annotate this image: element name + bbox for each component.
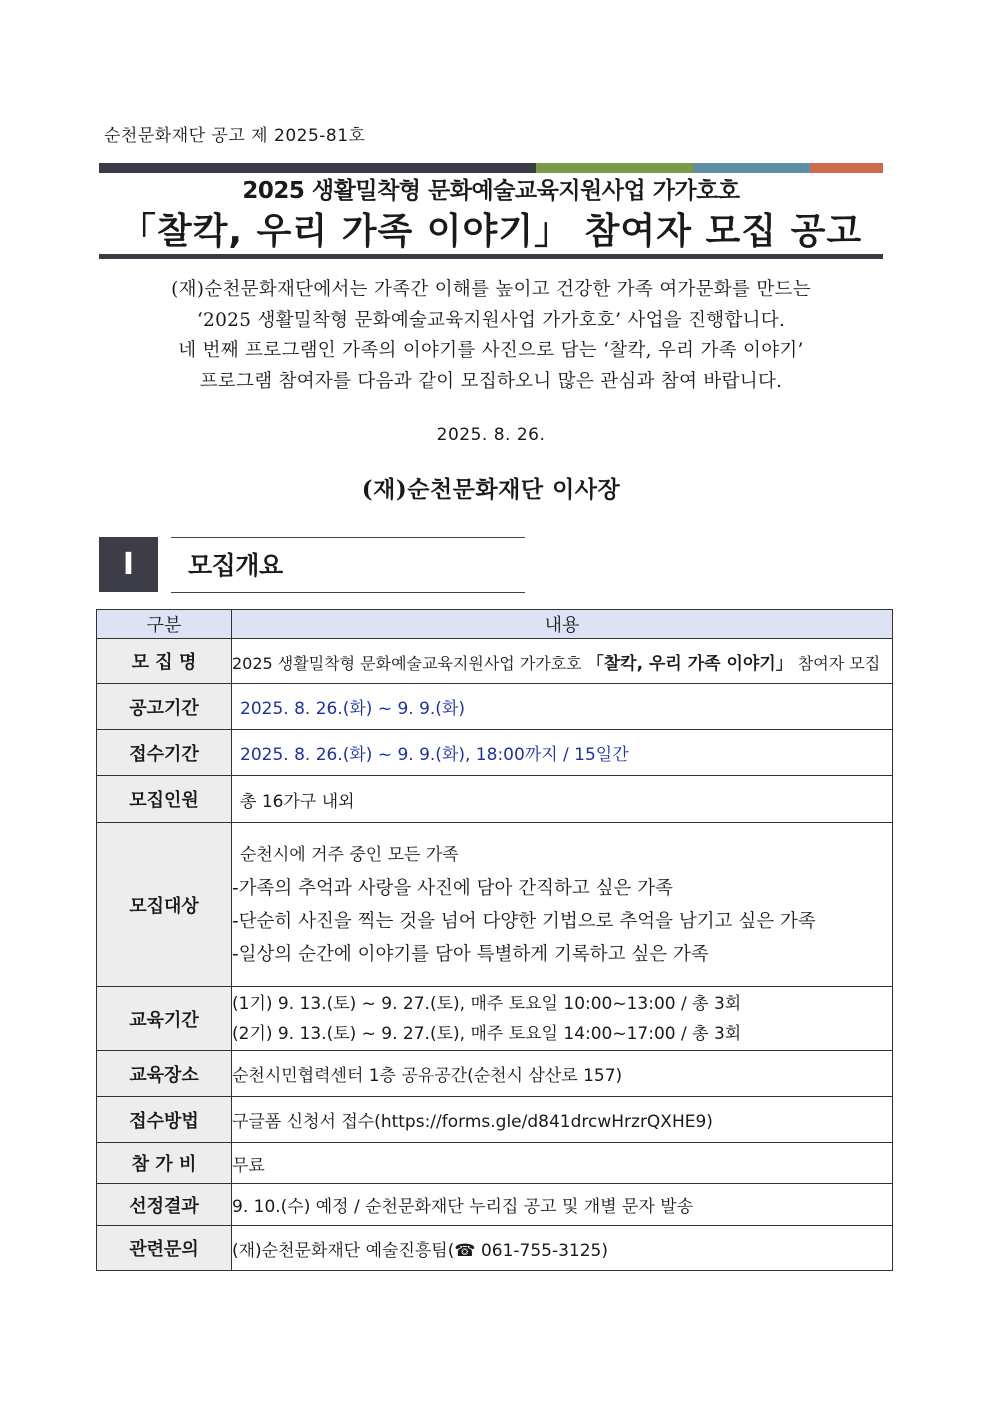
table-row bbox=[97, 1184, 893, 1226]
intro-line: 네 번째 프로그램인 가족의 이야기를 사진으로 담는 ‘찰칵, 우리 가족 이야기’ bbox=[178, 340, 804, 361]
row-label: 교육장소 bbox=[97, 1051, 232, 1097]
target-line: -단순히 사진을 찍는 것을 넘어 다양한 기법으로 추억을 남기고 싶은 가족 bbox=[232, 910, 816, 932]
table-row bbox=[97, 730, 893, 776]
row-label: 공고기간 bbox=[97, 684, 232, 730]
table-header-row bbox=[97, 610, 893, 639]
row-label: 접수방법 bbox=[97, 1097, 232, 1143]
row-value bbox=[232, 730, 893, 776]
section-rule-top bbox=[171, 537, 525, 538]
table-row bbox=[97, 684, 893, 730]
table-row bbox=[97, 1051, 893, 1097]
apply-period-value: 2025. 8. 26.(화) ~ 9. 9.(화), 18:00까지 / 15일간 bbox=[240, 745, 629, 765]
intro-paragraph bbox=[99, 275, 883, 397]
title-program: 2025 생활밀착형 문화예술교육지원사업 가가호호 bbox=[242, 178, 740, 204]
table-row bbox=[97, 1097, 893, 1143]
row-label: 모집대상 bbox=[97, 823, 232, 987]
section-number: I bbox=[99, 537, 158, 592]
row-label: 접수기간 bbox=[97, 730, 232, 776]
edu-period-cell bbox=[232, 987, 893, 1051]
row-label: 참 가 비 bbox=[97, 1143, 232, 1184]
row-value bbox=[232, 776, 893, 823]
edu-place-value: 순천시민협력센터 1층 공유공간(순천시 삼산로 157) bbox=[232, 1051, 893, 1097]
row-label: 모 집 명 bbox=[97, 639, 232, 684]
notice-date: 2025. 8. 26. bbox=[436, 425, 546, 445]
target-cell bbox=[232, 823, 893, 987]
section-rule-bottom bbox=[171, 592, 525, 593]
table-row bbox=[97, 1143, 893, 1184]
header-category: 구분 bbox=[97, 610, 232, 639]
program-name-suffix: 참여자 모집 bbox=[792, 653, 881, 673]
recruit-count-value: 총 16가구 내외 bbox=[240, 791, 355, 812]
row-label: 모집인원 bbox=[97, 776, 232, 823]
signer: (재)순천문화재단 이사장 bbox=[361, 476, 621, 503]
intro-line: 프로그램 참여자를 다음과 같이 모집하오니 많은 관심과 참여 바랍니다. bbox=[199, 370, 783, 392]
table-row bbox=[97, 639, 893, 684]
program-name-prefix: 2025 생활밀착형 문화예술교육지원사업 가가호호 bbox=[232, 653, 587, 673]
row-label: 교육기간 bbox=[97, 987, 232, 1051]
recruitment-table bbox=[96, 609, 893, 1271]
target-line: -일상의 순간에 이야기를 담아 특별하게 기록하고 싶은 가족 bbox=[232, 943, 709, 965]
apply-method-value: 구글폼 신청서 접수(https://forms.gle/d841drcwHrzrQXHE9) bbox=[232, 1097, 893, 1143]
notice-number: 순천문화재단 공고 제 2025-81호 bbox=[104, 126, 366, 146]
edu-period-line: (2기) 9. 13.(토) ~ 9. 27.(토), 매주 토요일 14:00~17:00 / 총 3회 bbox=[232, 1023, 742, 1044]
row-label: 관련문의 bbox=[97, 1226, 232, 1271]
section-title: 모집개요 bbox=[188, 551, 283, 580]
row-label: 선정결과 bbox=[97, 1184, 232, 1226]
table-row bbox=[97, 987, 893, 1051]
header-content: 내용 bbox=[232, 610, 893, 639]
row-value bbox=[232, 684, 893, 730]
notice-period-value: 2025. 8. 26.(화) ~ 9. 9.(화) bbox=[240, 699, 465, 719]
program-name-cell bbox=[232, 639, 893, 684]
target-line: 순천시에 거주 중인 모든 가족 bbox=[240, 844, 459, 865]
intro-line: ‘2025 생활밀착형 문화예술교육지원사업 가가호호’ 사업을 진행합니다. bbox=[196, 309, 786, 331]
table-row bbox=[97, 776, 893, 823]
edu-period-line: (1기) 9. 13.(토) ~ 9. 27.(토), 매주 토요일 10:00~13:00 / 총 3회 bbox=[232, 993, 742, 1014]
table-row bbox=[97, 823, 893, 987]
target-line: -가족의 추억과 사랑을 사진에 담아 간직하고 싶은 가족 bbox=[232, 877, 674, 899]
program-name-highlight: 「찰칵, 우리 가족 이야기」 bbox=[586, 653, 793, 674]
intro-line: (재)순천문화재단에서는 가족간 이해를 높이고 건강한 가족 여가문화를 만드는 bbox=[171, 279, 811, 300]
title-main: 「찰칵, 우리 가족 이야기」 참여자 모집 공고 bbox=[119, 211, 863, 252]
contact-value: (재)순천문화재단 예술진흥팀(☎ 061-755-3125) bbox=[232, 1226, 893, 1271]
title-divider bbox=[99, 254, 883, 259]
result-value: 9. 10.(수) 예정 / 순천문화재단 누리집 공고 및 개별 문자 발송 bbox=[232, 1184, 893, 1226]
table-row bbox=[97, 1226, 893, 1271]
fee-value: 무료 bbox=[232, 1143, 893, 1184]
